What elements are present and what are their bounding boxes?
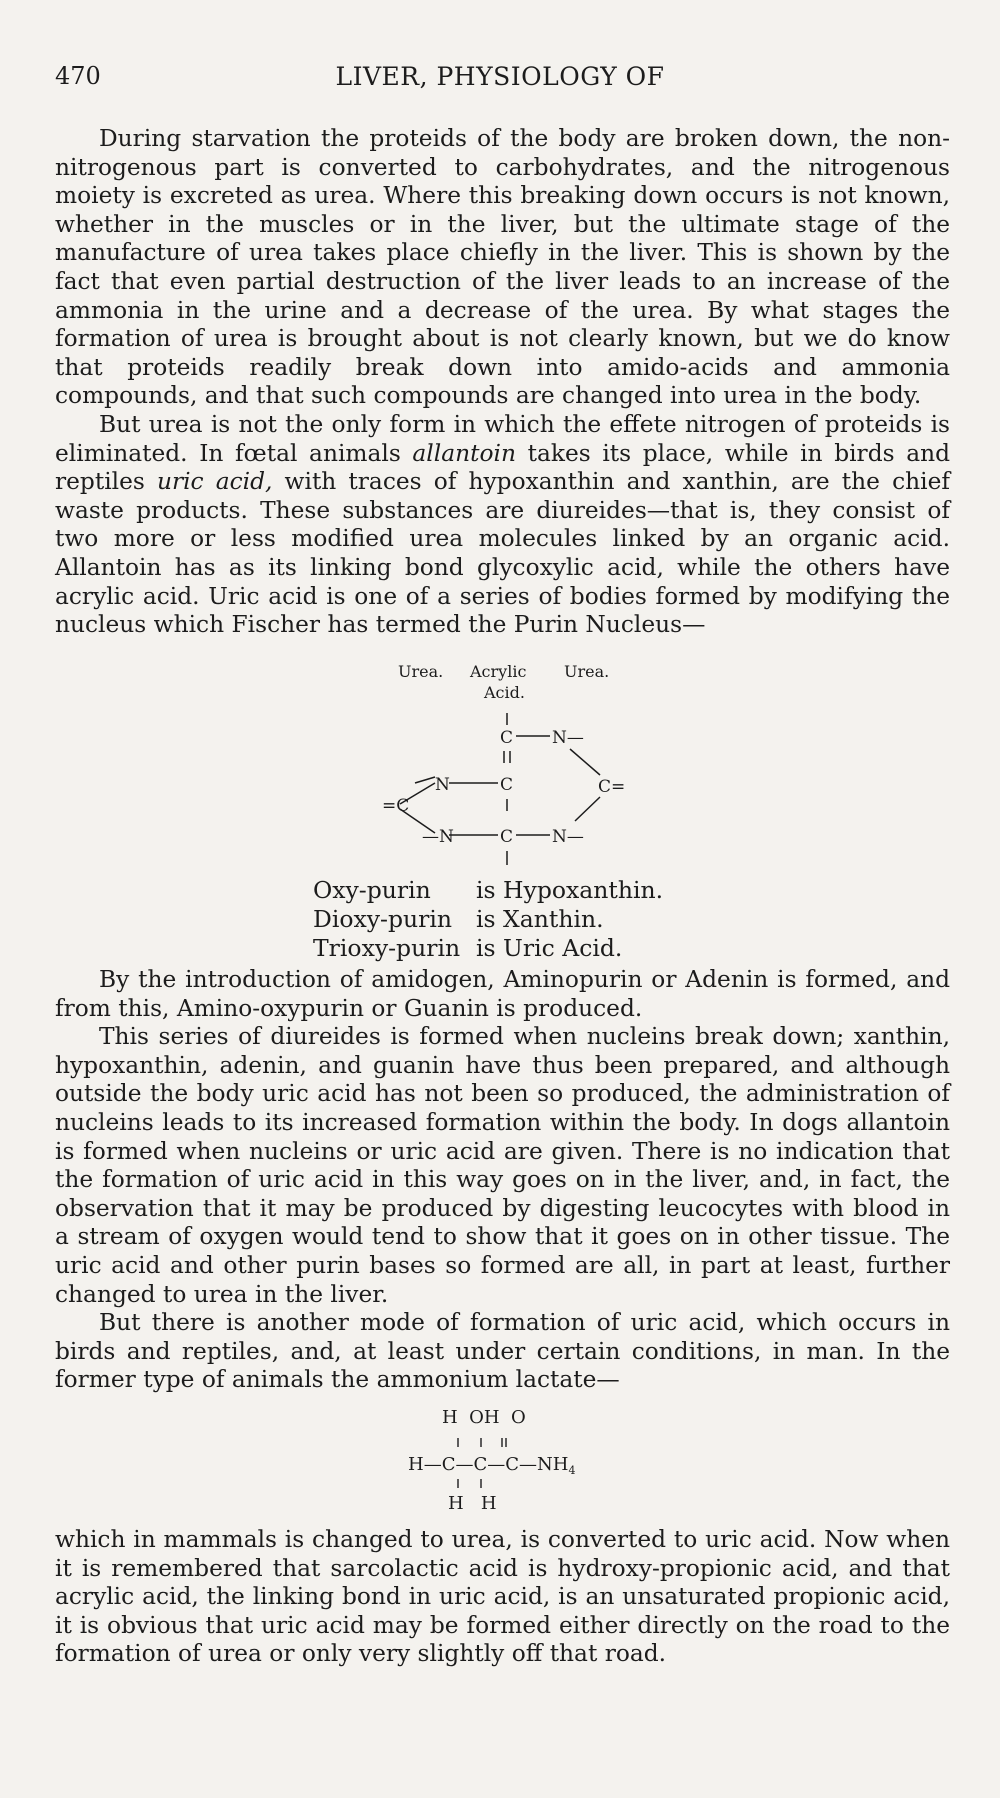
purin-name: Trioxy-purin [313, 934, 461, 962]
purin-nucleus-diagram [370, 705, 650, 875]
text-block-middle [55, 966, 950, 1395]
paragraph-diureides: This series of diureides is formed when nucleins break down; xanthin, hypoxanthin, adenin, and guanin have thus been prepared, and although outside the body uric acid has not been so produced, the administration of nucleins leads to its increased formation within the body. In dogs allantoin is formed when nucleins or uric acid are given. There is no indication that the formation of uric acid in this way goes on in the liver, and, in fact, the observation that it may be produced by digesting leucocytes with blood in a stream of oxygen would tend to show that it goes on in other tissue. The uric acid and other purin bases so formed are all, in part at least, further changed to urea in the liver. [55, 1023, 950, 1308]
italic-term-uric-acid: uric acid, [156, 468, 273, 496]
purin-value: is Xanthin. [476, 905, 604, 933]
atom-c-right: C= [598, 777, 626, 797]
page-header [55, 62, 945, 102]
purin-value: is Uric Acid. [476, 934, 623, 962]
text-block-bottom [55, 1526, 950, 1669]
formula-main-row: $H—C—C—C—NH_4$ [408, 1454, 576, 1477]
atom-c-bottom: C [500, 827, 514, 847]
atom-n-mid-left: N [435, 775, 450, 795]
figure-label-acrylic: Acrylic [470, 662, 527, 681]
figure-label-urea-right: Urea. [564, 662, 610, 681]
paragraph-text: But urea is not the only form in which the effete nitrogen of proteids is eliminated. In fœtal animals [55, 410, 950, 467]
purin-list [313, 876, 663, 963]
purin-name: Oxy-purin [313, 876, 431, 904]
atom-n-bottom-right: N— [552, 827, 584, 847]
bond-c-n-lower-right [575, 797, 600, 821]
formula-top-row: H OH O [442, 1407, 526, 1428]
text-block-top [55, 125, 950, 640]
purin-row [313, 876, 663, 905]
page-number: 470 [55, 62, 101, 90]
atom-c-left: =C [382, 796, 410, 816]
ammonium-lactate-formula [400, 1402, 620, 1520]
atom-c-top: C [500, 728, 514, 748]
paragraph-text: with traces of hypoxanthin and xanthin, are the chief waste products. These substances are diureides—that is, they consist of two more or less modified urea molecules linked by an organic acid. Allantoin has as its linking bond glycoxylic acid, while the others have acrylic acid. Uric acid is one of a series of bodies formed by modifying the nucleus which Fischer has termed the Purin Nucleus— [55, 468, 950, 639]
italic-term-allantoin: allantoin [412, 439, 516, 467]
bond-ring-left-upper [415, 777, 435, 783]
paragraph-ammonium-lactate: But there is another mode of formation of uric acid, which occurs in birds and reptiles, and, at least under certain conditions, in man. In the former type of animals the ammonium lactate— [55, 1309, 950, 1394]
bond-n-c-right [570, 749, 600, 775]
purin-row [313, 905, 663, 934]
formula-bottom-row: H H [448, 1493, 497, 1514]
paragraph-mammals: which in mammals is changed to urea, is converted to uric acid. Now when it is remembered that sarcolactic acid is hydroxy-propionic acid, and that acrylic acid, the linking bond in uric acid, is an unsaturated propionic acid, it is obvious that uric acid may be formed either directly on the road to the formation of urea or only very slightly off that road. [55, 1526, 950, 1668]
purin-value: is Hypoxanthin. [476, 876, 664, 904]
paragraph-amidogen: By the introduction of amidogen, Aminopurin or Adenin is formed, and from this, Amino-oxypurin or Guanin is produced. [55, 966, 950, 1022]
atom-n-bottom-left: —N [422, 827, 454, 847]
atom-c-mid: C [500, 775, 514, 795]
figure-label-urea-left: Urea. [398, 662, 444, 681]
purin-row [313, 934, 663, 963]
figure-label-acid: Acid. [484, 683, 525, 702]
paragraph-urea-forms [55, 411, 950, 640]
purin-name: Dioxy-purin [313, 905, 453, 933]
paragraph-starvation: During starvation the proteids of the body are broken down, the non-nitrogenous part is converted to carbohydrates, and the nitrogenous moiety is excreted as urea. Where this breaking down occurs is not known, whether in the muscles or in the liver, but the ultimate stage of the manufacture of urea takes place chiefly in the liver. This is shown by the fact that even partial destruction of the liver leads to an increase of the ammonia in the urine and a decrease of the urea. By what stages the formation of urea is brought about is not clearly known, but we do know that proteids readily break down into amido-acids and ammonia compounds, and that such compounds are changed into urea in the body. [55, 125, 950, 410]
atom-n-top-right: N— [552, 728, 584, 748]
paragraph-text: takes its place, while in birds and reptiles [55, 439, 951, 496]
running-head: LIVER, PHYSIOLOGY OF [335, 62, 665, 91]
